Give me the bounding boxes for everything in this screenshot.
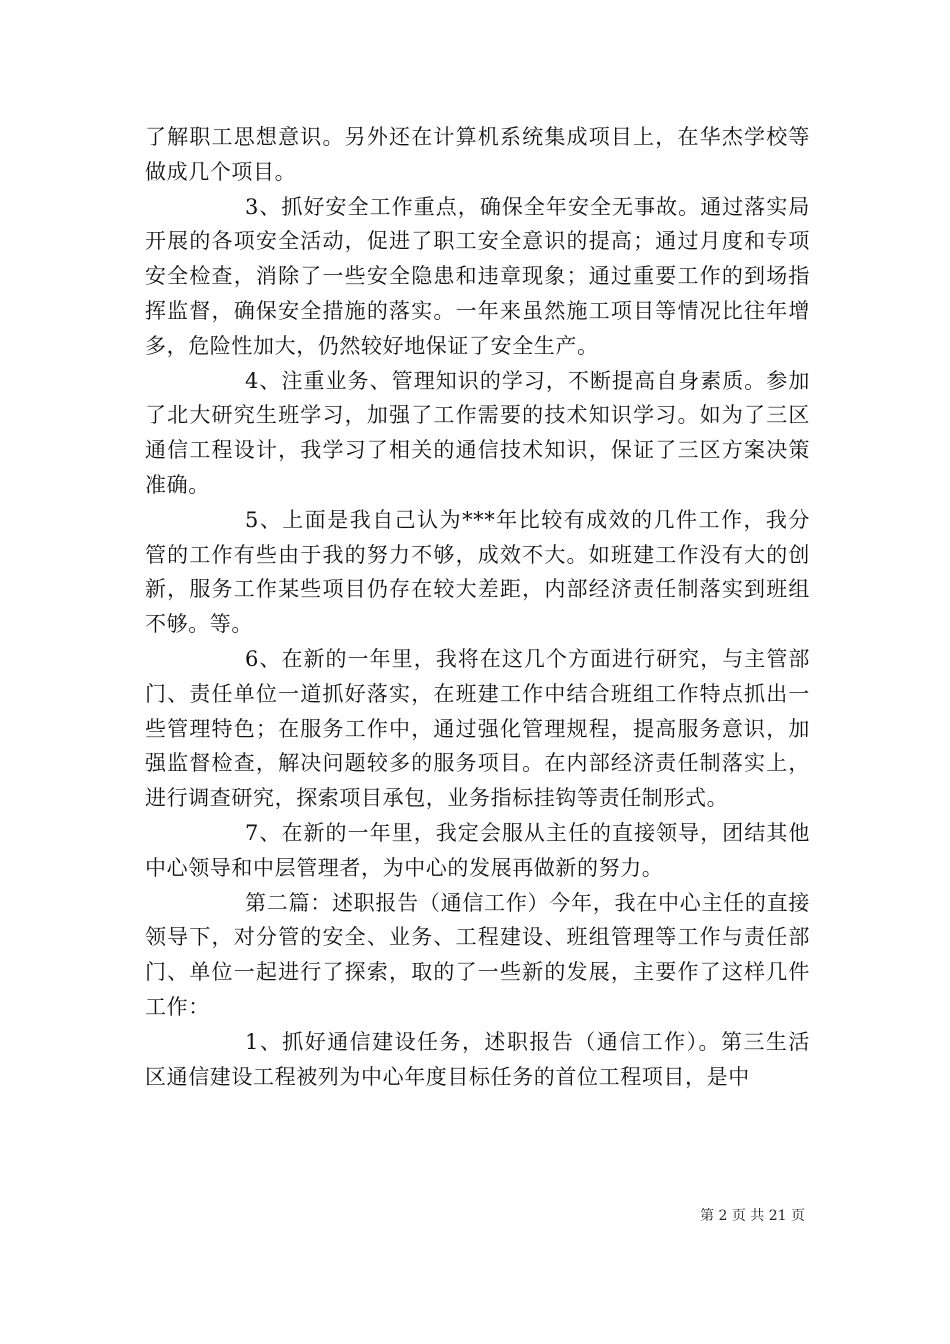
- paragraph-continuation: 了解职工思想意识。另外还在计算机系统集成项目上，在华杰学校等做成几个项目。: [145, 125, 810, 184]
- paragraph-item-4: 4、注重业务、管理知识的学习，不断提高自身素质。参加了北大研究生班学习，加强了工作需要的技术知识学习。如为了三区通信工程设计，我学习了相关的通信技术知识，保证了三区方案决策准确。: [145, 368, 810, 497]
- paragraph-item-3: 3、抓好安全工作重点，确保全年安全无事故。通过落实局开展的各项安全活动，促进了职工安全意识的提高；通过月度和专项安全检查，消除了一些安全隐患和违章现象；通过重要工作的到场指挥监督，确保安全措施的落实。一年来虽然施工项目等情况比往年增多，危险性加大，仍然较好地保证了安全生产。: [145, 194, 810, 358]
- paragraph-item-6: 6、在新的一年里，我将在这几个方面进行研究，与主管部门、责任单位一道抓好落实，在班建工作中结合班组工作特点抓出一些管理特色；在服务工作中，通过强化管理规程，提高服务意识，加强监督检查，解决问题较多的服务项目。在内部经济责任制落实上，进行调查研究，探索项目承包，业务指标挂钩等责任制形式。: [145, 646, 810, 811]
- paragraph-section-two-intro: 第二篇：述职报告（通信工作）今年，我在中心主任的直接领导下，对分管的安全、业务、工程建设、班组管理等工作与责任部门、单位一起进行了探索，取的了一些新的发展，主要作了这样几件工作：: [145, 890, 810, 1019]
- paragraph-item-5: 5、上面是我自己认为***年比较有成效的几件工作，我分管的工作有些由于我的努力不够，成效不大。如班建工作没有大的创新，服务工作某些项目仍存在较大差距，内部经济责任制落实到班组不够。等。: [145, 507, 810, 637]
- paragraph-section-two-item-1: 1、抓好通信建设任务，述职报告（通信工作）。第三生活区通信建设工程被列为中心年度目标任务的首位工程项目，是中: [145, 1029, 810, 1089]
- paragraph-item-7: 7、在新的一年里，我定会服从主任的直接领导，团结其他中心领导和中层管理者，为中心的发展再做新的努力。: [145, 820, 810, 880]
- document-body: [145, 120, 810, 1094]
- page-number-footer: 第 2 页 共 21 页: [700, 1208, 805, 1224]
